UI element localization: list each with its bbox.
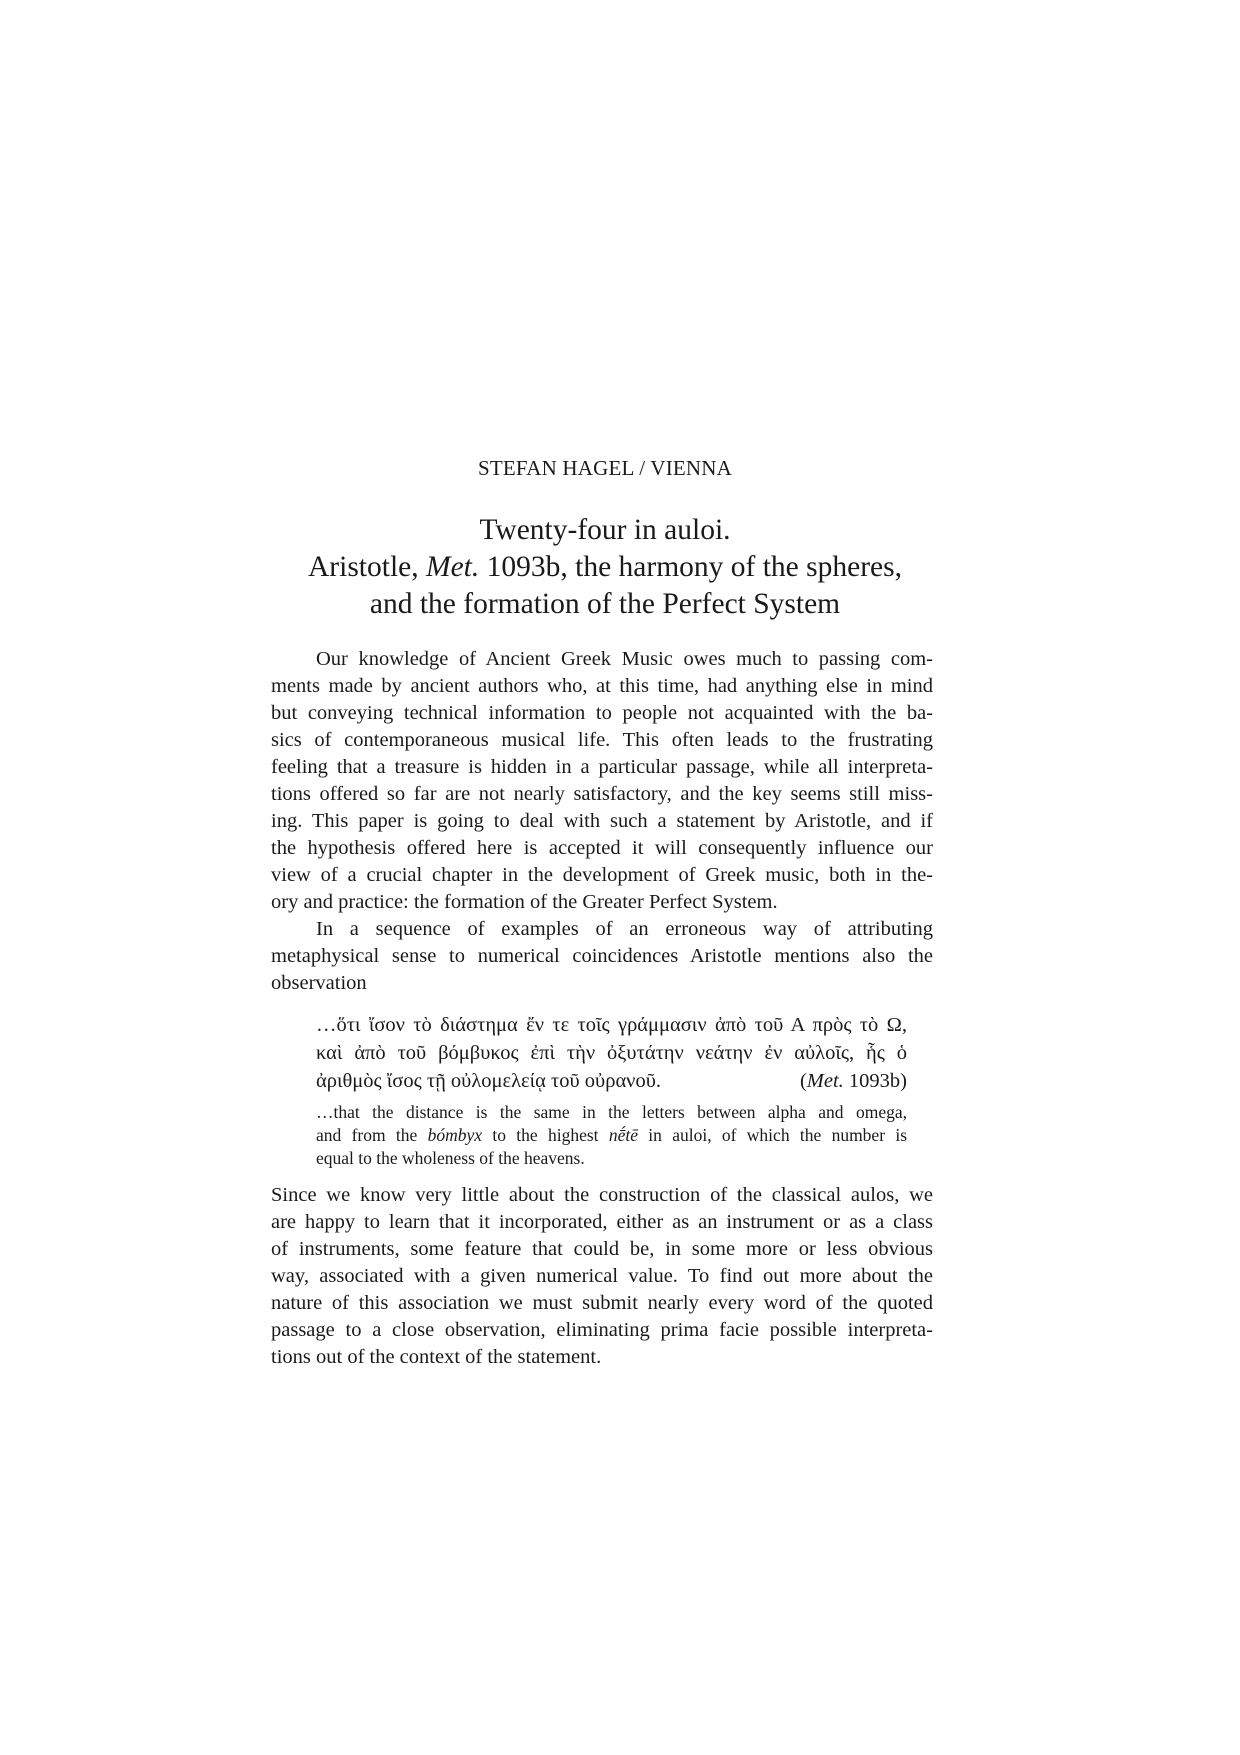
paragraph-line: In a sequence of examples of an erroneous way of attributing — [316, 918, 933, 940]
translation-block — [316, 1101, 907, 1170]
citation-locus: 1093b) — [843, 1070, 907, 1092]
title-line-2-italic: Met. — [426, 551, 480, 583]
paragraph-line: way, associated with a given numerical value. To find out more about the — [271, 1265, 933, 1287]
paragraph-line: ory and practice: the formation of the Greater Perfect System. — [271, 891, 778, 913]
paragraph-line: of instruments, some feature that could be, in some more or less obvious — [271, 1238, 933, 1260]
greek-line: …ὅτι ἴσον τὸ διάστημα ἔν τε τοῖς γράμμασιν ἀπὸ τοῦ Α πρὸς τὸ Ω, — [316, 1014, 907, 1036]
paragraph-2 — [271, 916, 933, 997]
author-line: STEFAN HAGEL / VIENNA — [477, 456, 733, 480]
paragraph-line: the hypothesis offered here is accepted it will consequently influence our — [271, 837, 933, 859]
paragraph-line: are happy to learn that it incorporated, either as an instrument or as a class — [271, 1211, 933, 1233]
paragraph-1 — [271, 646, 933, 916]
paragraph-line: tions offered so far are not nearly satisfactory, and the key seems still miss- — [271, 783, 933, 805]
paragraph-line: but conveying technical information to people not acquainted with the ba- — [271, 702, 933, 724]
paper-title — [0, 512, 1210, 623]
translation-term: bómbyx — [427, 1125, 483, 1145]
greek-line: ἀριθμὸς ἴσος τῇ οὐλομελείᾳ τοῦ οὐρανοῦ. — [316, 1070, 661, 1092]
paragraph-line: feeling that a treasure is hidden in a particular passage, while all interpreta- — [271, 756, 933, 778]
paragraph-line: nature of this association we must submit nearly every word of the quoted — [271, 1292, 933, 1314]
citation — [800, 1067, 907, 1095]
greek-quotation — [316, 1011, 907, 1095]
title-line-3: and the formation of the Perfect System — [369, 588, 841, 620]
paragraph-line: tions out of the context of the statement. — [271, 1346, 602, 1368]
greek-line: καὶ ἀπὸ τοῦ βόμβυκος ἐπὶ τὴν ὀξυτάτην νεάτην ἐν αὐλοῖς, ἧς ὁ — [316, 1042, 907, 1064]
translation-line: equal to the wholeness of the heavens. — [316, 1148, 585, 1168]
translation-line: …that the distance is the same in the letters between alpha and omega, — [316, 1102, 907, 1122]
paragraph-line: observation — [271, 972, 367, 994]
citation-open: ( — [799, 1070, 807, 1092]
paragraph-line: ments made by ancient authors who, at this time, had anything else in mind — [271, 675, 933, 697]
paragraph-line: Our knowledge of Ancient Greek Music owes much to passing com- — [316, 648, 933, 670]
translation-term: nḗtē — [608, 1125, 638, 1145]
translation-text: in auloi, of which the number is — [638, 1125, 908, 1145]
title-line-2-pre: Aristotle, — [308, 551, 426, 583]
translation-line — [316, 1124, 907, 1147]
paragraph-line: view of a crucial chapter in the development of Greek music, both in the- — [271, 864, 933, 886]
translation-text: and from the — [316, 1125, 428, 1145]
citation-work: Met. — [806, 1070, 844, 1092]
paragraph-3 — [271, 1182, 933, 1371]
paragraph-line: ing. This paper is going to deal with such a statement by Aristotle, and if — [271, 810, 933, 832]
title-line-2-post: 1093b, the harmony of the spheres, — [479, 551, 902, 583]
paragraph-line: sics of contemporaneous musical life. This often leads to the frustrating — [271, 729, 933, 751]
greek-last-line — [316, 1067, 907, 1095]
translation-text: to the highest — [482, 1125, 609, 1145]
paragraph-line: passage to a close observation, eliminating prima facie possible interpreta- — [271, 1319, 933, 1341]
title-line-2 — [0, 549, 1210, 586]
paragraph-line: metaphysical sense to numerical coincidences Aristotle mentions also the — [271, 945, 933, 967]
paragraph-line: Since we know very little about the construction of the classical aulos, we — [271, 1184, 933, 1206]
title-line-1: Twenty-four in auloi. — [479, 514, 731, 546]
